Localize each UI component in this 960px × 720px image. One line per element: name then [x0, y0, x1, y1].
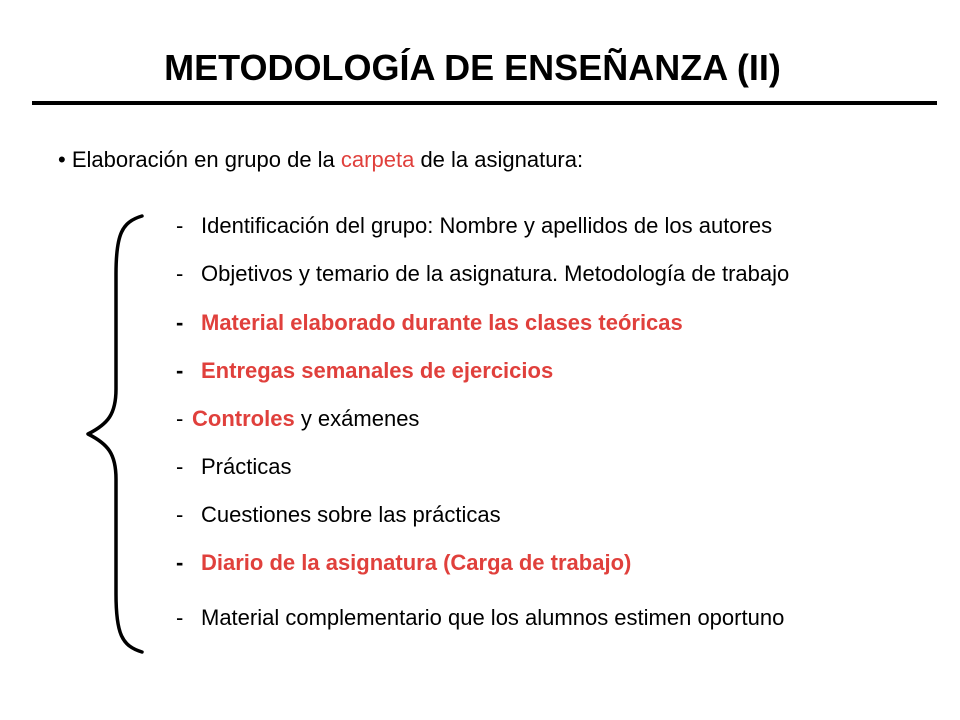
list-item-text: Identificación del grupo: Nombre y apellidos de los autores: [201, 213, 773, 238]
list-item-controles: [176, 404, 419, 434]
list-item-text: Entregas semanales de ejercicios: [201, 358, 554, 383]
list-item-identificacion: [176, 211, 772, 241]
dash-marker: -: [176, 406, 184, 431]
intro-text-before: Elaboración en grupo de la: [71, 147, 335, 172]
dash-marker: -: [176, 502, 184, 527]
list-item-text: Material elaborado durante las clases teóricas: [201, 310, 683, 335]
title-underline: [32, 101, 937, 105]
list-item-text: Prácticas: [201, 454, 292, 479]
list-item-material-clases: [176, 308, 683, 338]
list-item-cuestiones: [176, 500, 501, 530]
intro-bullet-line: [58, 144, 583, 176]
list-item-entregas: [176, 356, 553, 386]
list-item-text: y exámenes: [300, 406, 420, 431]
slide-title: METODOLOGÍA DE ENSEÑANZA (II): [164, 47, 781, 88]
dash-marker: -: [176, 605, 184, 630]
list-item-text: Material complementario que los alumnos estimen oportuno: [201, 605, 785, 630]
dash-marker: -: [176, 213, 184, 238]
list-item-diario: [176, 548, 631, 578]
dash-marker: -: [176, 261, 184, 286]
list-item-material-complementario: [176, 603, 784, 633]
list-item-highlight: Controles: [192, 406, 295, 431]
dash-marker: -: [176, 310, 184, 335]
list-item-practicas: [176, 452, 291, 482]
dash-marker: -: [176, 358, 184, 383]
curly-brace-icon: [84, 214, 154, 654]
list-item-text: Diario de la asignatura (Carga de trabajo): [201, 550, 632, 575]
dash-marker: -: [176, 454, 184, 479]
list-item-objetivos: [176, 259, 789, 289]
bullet-icon: •: [58, 147, 66, 172]
list-item-text: Cuestiones sobre las prácticas: [201, 502, 501, 527]
intro-text-after: de la asignatura:: [420, 147, 584, 172]
list-item-text: Objetivos y temario de la asignatura. Metodología de trabajo: [201, 261, 790, 286]
intro-highlight-carpeta: carpeta: [340, 147, 415, 172]
dash-marker: -: [176, 550, 184, 575]
